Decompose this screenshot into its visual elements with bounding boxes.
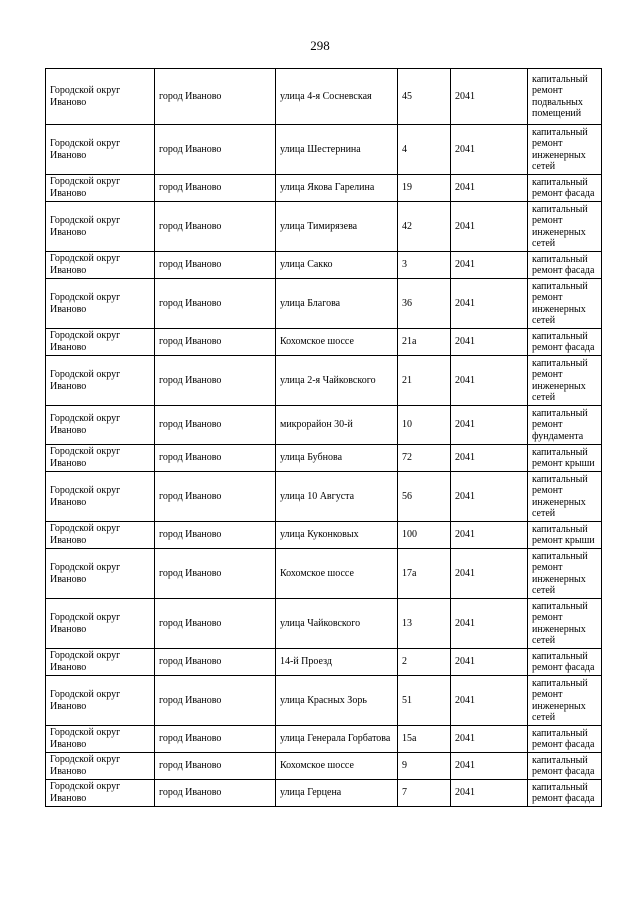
cell-year: 2041	[451, 780, 528, 807]
cell-house-number: 13	[398, 599, 451, 649]
cell-settlement: город Иваново	[155, 549, 276, 599]
cell-municipal-district: Городской округ Иваново	[46, 549, 155, 599]
cell-municipal-district: Городской округ Иваново	[46, 780, 155, 807]
cell-street: улица Генерала Горбатова	[276, 726, 398, 753]
cell-street: улица Чайковского	[276, 599, 398, 649]
cell-house-number: 56	[398, 472, 451, 522]
cell-year: 2041	[451, 599, 528, 649]
cell-year: 2041	[451, 649, 528, 676]
table-row	[46, 329, 602, 356]
cell-settlement: город Иваново	[155, 252, 276, 279]
cell-year: 2041	[451, 472, 528, 522]
cell-work-type: капитальный ремонт подвальных помещений	[528, 69, 602, 125]
cell-settlement: город Иваново	[155, 753, 276, 780]
cell-street: улица Куконковых	[276, 522, 398, 549]
cell-municipal-district: Городской округ Иваново	[46, 279, 155, 329]
table-row	[46, 726, 602, 753]
cell-work-type: капитальный ремонт фасада	[528, 252, 602, 279]
table-row	[46, 252, 602, 279]
cell-house-number: 21	[398, 356, 451, 406]
cell-house-number: 51	[398, 676, 451, 726]
cell-year: 2041	[451, 406, 528, 445]
cell-work-type: капитальный ремонт фасада	[528, 649, 602, 676]
cell-street: Кохомское шоссе	[276, 549, 398, 599]
table-row	[46, 406, 602, 445]
cell-house-number: 2	[398, 649, 451, 676]
cell-street: улица Шестернина	[276, 125, 398, 175]
cell-municipal-district: Городской округ Иваново	[46, 753, 155, 780]
table-row	[46, 279, 602, 329]
table-body	[46, 69, 602, 807]
cell-settlement: город Иваново	[155, 522, 276, 549]
cell-work-type: капитальный ремонт крыши	[528, 445, 602, 472]
cell-work-type: капитальный ремонт фасада	[528, 726, 602, 753]
cell-work-type: капитальный ремонт крыши	[528, 522, 602, 549]
cell-work-type: капитальный ремонт фасада	[528, 329, 602, 356]
cell-settlement: город Иваново	[155, 472, 276, 522]
table-row	[46, 356, 602, 406]
cell-house-number: 15а	[398, 726, 451, 753]
table-row	[46, 202, 602, 252]
cell-street: 14-й Проезд	[276, 649, 398, 676]
cell-municipal-district: Городской округ Иваново	[46, 726, 155, 753]
cell-street: Кохомское шоссе	[276, 753, 398, 780]
cell-street: улица Тимирязева	[276, 202, 398, 252]
cell-settlement: город Иваново	[155, 175, 276, 202]
cell-settlement: город Иваново	[155, 329, 276, 356]
cell-house-number: 17а	[398, 549, 451, 599]
cell-street: улица 10 Августа	[276, 472, 398, 522]
cell-settlement: город Иваново	[155, 125, 276, 175]
cell-year: 2041	[451, 279, 528, 329]
cell-municipal-district: Городской округ Иваново	[46, 472, 155, 522]
cell-year: 2041	[451, 202, 528, 252]
cell-municipal-district: Городской округ Иваново	[46, 69, 155, 125]
cell-municipal-district: Городской округ Иваново	[46, 202, 155, 252]
cell-street: Кохомское шоссе	[276, 329, 398, 356]
table-row	[46, 649, 602, 676]
cell-settlement: город Иваново	[155, 599, 276, 649]
cell-municipal-district: Городской округ Иваново	[46, 175, 155, 202]
cell-work-type: капитальный ремонт фундамента	[528, 406, 602, 445]
table-row	[46, 780, 602, 807]
cell-municipal-district: Городской округ Иваново	[46, 125, 155, 175]
table-row	[46, 472, 602, 522]
table-row	[46, 549, 602, 599]
cell-year: 2041	[451, 726, 528, 753]
cell-municipal-district: Городской округ Иваново	[46, 445, 155, 472]
cell-settlement: город Иваново	[155, 676, 276, 726]
repair-schedule-table	[45, 68, 602, 807]
cell-house-number: 42	[398, 202, 451, 252]
cell-work-type: капитальный ремонт фасада	[528, 780, 602, 807]
cell-street: улица 2-я Чайковского	[276, 356, 398, 406]
cell-municipal-district: Городской округ Иваново	[46, 329, 155, 356]
cell-settlement: город Иваново	[155, 356, 276, 406]
cell-settlement: город Иваново	[155, 780, 276, 807]
cell-year: 2041	[451, 69, 528, 125]
cell-municipal-district: Городской округ Иваново	[46, 406, 155, 445]
cell-year: 2041	[451, 445, 528, 472]
cell-municipal-district: Городской округ Иваново	[46, 649, 155, 676]
cell-settlement: город Иваново	[155, 726, 276, 753]
cell-house-number: 21а	[398, 329, 451, 356]
table-row	[46, 125, 602, 175]
cell-year: 2041	[451, 125, 528, 175]
cell-street: микрорайон 30-й	[276, 406, 398, 445]
cell-year: 2041	[451, 753, 528, 780]
cell-work-type: капитальный ремонт фасада	[528, 175, 602, 202]
cell-year: 2041	[451, 329, 528, 356]
cell-street: улица Благова	[276, 279, 398, 329]
page-number: 298	[310, 38, 330, 53]
cell-house-number: 36	[398, 279, 451, 329]
cell-year: 2041	[451, 676, 528, 726]
table-row	[46, 753, 602, 780]
cell-work-type: капитальный ремонт инженерных сетей	[528, 356, 602, 406]
cell-house-number: 7	[398, 780, 451, 807]
cell-house-number: 10	[398, 406, 451, 445]
cell-work-type: капитальный ремонт инженерных сетей	[528, 279, 602, 329]
cell-street: улица Герцена	[276, 780, 398, 807]
cell-municipal-district: Городской округ Иваново	[46, 676, 155, 726]
cell-municipal-district: Городской округ Иваново	[46, 522, 155, 549]
cell-street: улица Якова Гарелина	[276, 175, 398, 202]
cell-house-number: 45	[398, 69, 451, 125]
cell-year: 2041	[451, 522, 528, 549]
cell-work-type: капитальный ремонт инженерных сетей	[528, 549, 602, 599]
cell-house-number: 9	[398, 753, 451, 780]
table-row	[46, 445, 602, 472]
cell-work-type: капитальный ремонт фасада	[528, 753, 602, 780]
cell-year: 2041	[451, 356, 528, 406]
cell-year: 2041	[451, 549, 528, 599]
cell-work-type: капитальный ремонт инженерных сетей	[528, 202, 602, 252]
cell-settlement: город Иваново	[155, 202, 276, 252]
table-row	[46, 175, 602, 202]
cell-work-type: капитальный ремонт инженерных сетей	[528, 472, 602, 522]
cell-house-number: 3	[398, 252, 451, 279]
cell-house-number: 4	[398, 125, 451, 175]
cell-street: улица Бубнова	[276, 445, 398, 472]
cell-year: 2041	[451, 252, 528, 279]
cell-work-type: капитальный ремонт инженерных сетей	[528, 599, 602, 649]
cell-municipal-district: Городской округ Иваново	[46, 599, 155, 649]
table-row	[46, 522, 602, 549]
cell-house-number: 72	[398, 445, 451, 472]
cell-street: улица Сакко	[276, 252, 398, 279]
table-row	[46, 676, 602, 726]
cell-settlement: город Иваново	[155, 279, 276, 329]
cell-house-number: 100	[398, 522, 451, 549]
cell-work-type: капитальный ремонт инженерных сетей	[528, 676, 602, 726]
cell-work-type: капитальный ремонт инженерных сетей	[528, 125, 602, 175]
cell-street: улица Красных Зорь	[276, 676, 398, 726]
cell-settlement: город Иваново	[155, 445, 276, 472]
cell-settlement: город Иваново	[155, 69, 276, 125]
table-row	[46, 599, 602, 649]
cell-settlement: город Иваново	[155, 406, 276, 445]
cell-settlement: город Иваново	[155, 649, 276, 676]
cell-municipal-district: Городской округ Иваново	[46, 252, 155, 279]
cell-municipal-district: Городской округ Иваново	[46, 356, 155, 406]
cell-street: улица 4-я Сосневская	[276, 69, 398, 125]
table-row	[46, 69, 602, 125]
cell-house-number: 19	[398, 175, 451, 202]
cell-year: 2041	[451, 175, 528, 202]
